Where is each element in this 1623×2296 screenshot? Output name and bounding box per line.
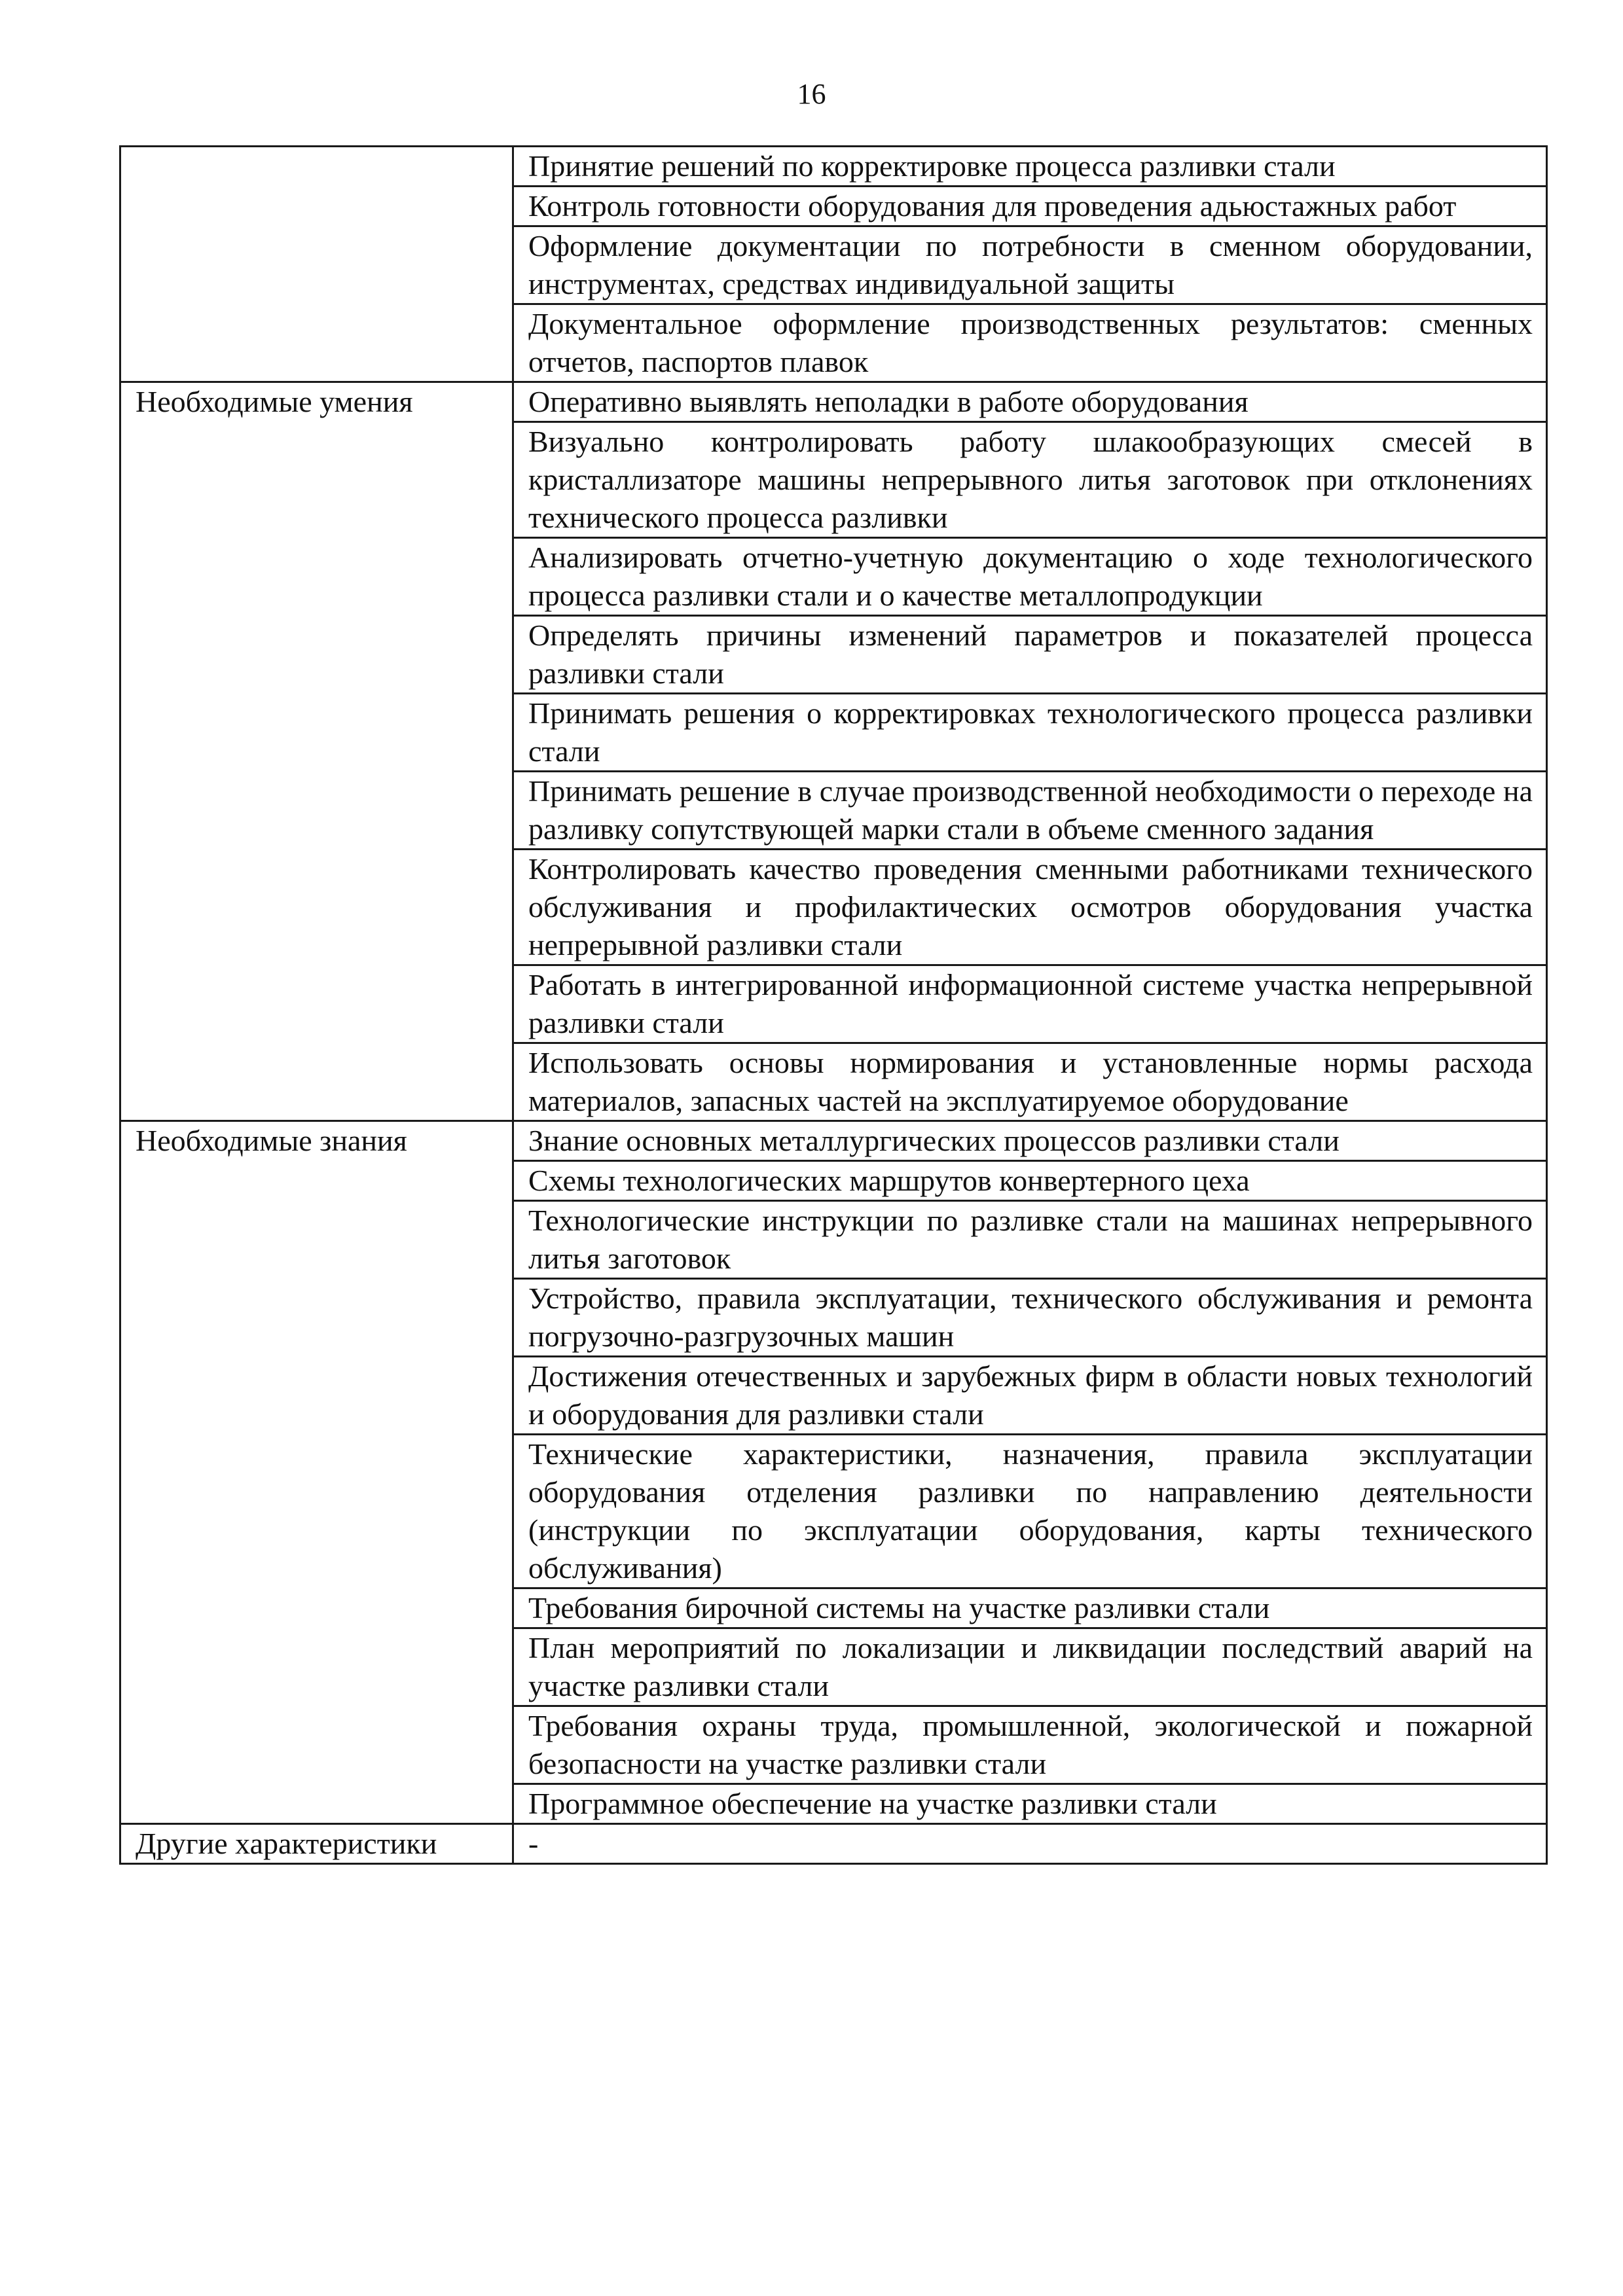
requirement-cell	[513, 850, 1547, 965]
requirement-cell	[513, 694, 1547, 772]
requirement-text: Принятие решений по корректировке процесса разливки стали	[528, 149, 1336, 183]
requirement-text: Требования бирочной системы на участке разливки стали	[528, 1591, 1270, 1624]
requirement-cell	[513, 1706, 1547, 1784]
table-row	[120, 1121, 1547, 1161]
table-row	[120, 147, 1547, 187]
requirement-text: Документальное оформление производственных результатов: сменных отчетов, паспортов плавок	[528, 307, 1533, 378]
requirement-cell	[513, 1824, 1547, 1864]
requirements-table	[119, 145, 1548, 1865]
section-label: Необходимые знания	[136, 1124, 407, 1157]
requirement-cell	[513, 1279, 1547, 1357]
requirement-cell	[513, 538, 1547, 616]
requirement-cell	[513, 1121, 1547, 1161]
requirement-cell	[513, 1588, 1547, 1628]
requirement-text: Технологические инструкции по разливке стали на машинах непрерывного литья заготовок	[528, 1204, 1533, 1275]
requirement-text: Знание основных металлургических процессов разливки стали	[528, 1124, 1340, 1157]
section-label-cell	[120, 1824, 513, 1864]
requirement-text: Программное обеспечение на участке разливки стали	[528, 1787, 1217, 1820]
requirement-cell	[513, 226, 1547, 304]
requirement-cell	[513, 187, 1547, 226]
requirement-text: Визуально контролировать работу шлакообразующих смесей в кристаллизаторе машины непрерывного литья заготовок при отклонениях технического процесса разливки	[528, 425, 1533, 534]
requirement-text: Требования охраны труда, промышленной, экологической и пожарной безопасности на участке разливки стали	[528, 1709, 1533, 1780]
requirement-cell	[513, 772, 1547, 850]
requirement-cell	[513, 1628, 1547, 1706]
requirement-cell	[513, 304, 1547, 382]
page-number: 16	[797, 78, 826, 110]
requirement-text: Оформление документации по потребности в сменном оборудовании, инструментах, средствах индивидуальной защиты	[528, 229, 1533, 300]
requirement-text: Контроль готовности оборудования для проведения адьюстажных работ	[528, 189, 1457, 223]
requirement-text: Достижения отечественных и зарубежных фирм в области новых технологий и оборудования для разливки стали	[528, 1359, 1533, 1431]
requirement-text: Устройство, правила эксплуатации, технического обслуживания и ремонта погрузочно-разгрузочных машин	[528, 1282, 1533, 1353]
requirement-cell	[513, 1161, 1547, 1201]
requirement-cell	[513, 616, 1547, 694]
requirements-table-body	[120, 147, 1547, 1864]
requirement-text: Технические характеристики, назначения, правила эксплуатации оборудования отделения разливки по направлению деятельности (инструкции по эксплуатации оборудования, карты технического обслуживания)	[528, 1437, 1533, 1585]
section-label-cell	[120, 147, 513, 382]
requirement-cell	[513, 1784, 1547, 1824]
requirement-cell	[513, 1357, 1547, 1435]
section-label: Другие характеристики	[136, 1827, 437, 1860]
requirement-text: Работать в интегрированной информационной системе участка непрерывной разливки стали	[528, 968, 1533, 1039]
requirement-cell	[513, 965, 1547, 1043]
requirement-cell	[513, 1043, 1547, 1121]
section-label-cell	[120, 382, 513, 1121]
requirement-text: Анализировать отчетно-учетную документацию о ходе технологического процесса разливки стали и о качестве металлопродукции	[528, 541, 1533, 612]
table-row	[120, 382, 1547, 422]
requirement-text: -	[528, 1827, 539, 1860]
section-label: Необходимые умения	[136, 385, 413, 418]
requirement-text: Принимать решения о корректировках технологического процесса разливки стали	[528, 696, 1533, 768]
requirement-text: Схемы технологических маршрутов конвертерного цеха	[528, 1164, 1250, 1197]
requirement-cell	[513, 382, 1547, 422]
requirement-text: Принимать решение в случае производственной необходимости о переходе на разливку сопутствующей марки стали в объеме сменного задания	[528, 774, 1533, 846]
requirement-text: Использовать основы нормирования и установленные нормы расхода материалов, запасных частей на эксплуатируемое оборудование	[528, 1046, 1533, 1117]
section-label-cell	[120, 1121, 513, 1824]
requirement-text: Оперативно выявлять неполадки в работе оборудования	[528, 385, 1249, 418]
requirement-cell	[513, 147, 1547, 187]
requirement-cell	[513, 1201, 1547, 1279]
requirement-text: Контролировать качество проведения сменными работниками технического обслуживания и профилактических осмотров оборудования участка непрерывной разливки стали	[528, 852, 1533, 961]
requirement-cell	[513, 1435, 1547, 1588]
requirement-text: План мероприятий по локализации и ликвидации последствий аварий на участке разливки стали	[528, 1631, 1533, 1702]
requirement-text: Определять причины изменений параметров и показателей процесса разливки стали	[528, 619, 1533, 690]
table-row	[120, 1824, 1547, 1864]
requirement-cell	[513, 422, 1547, 538]
